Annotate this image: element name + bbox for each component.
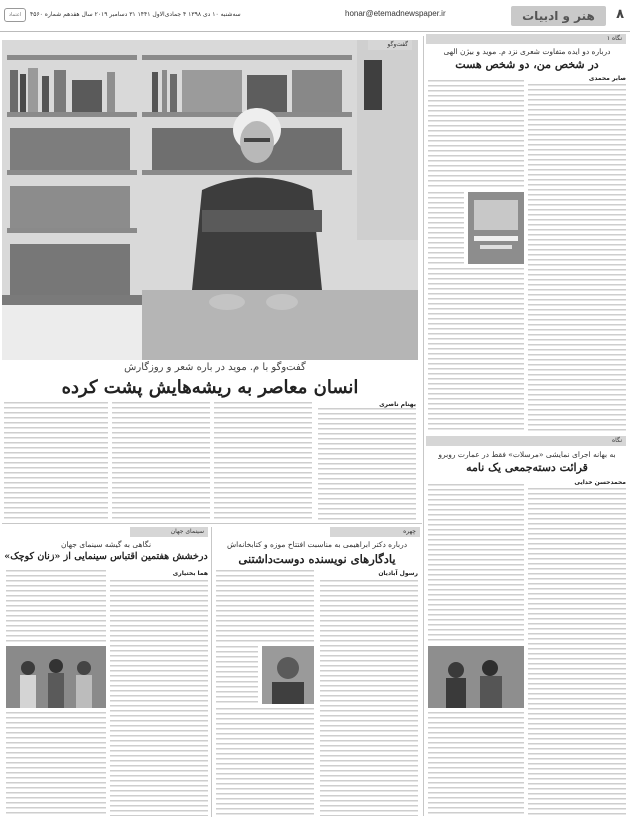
right-column-text-3	[428, 192, 464, 264]
left-article-text-3	[6, 712, 106, 816]
lower-right-headline: قرائت دسته‌جمعی یک نامه	[466, 461, 588, 474]
lower-right-text-3	[428, 712, 524, 816]
photo-tag: گفت‌وگو	[368, 40, 412, 50]
section-band	[511, 6, 606, 26]
right-column-byline: صابر محمدی	[588, 75, 626, 82]
right-column-kicker: درباره دو ایده متفاوت شعری نزد م. موید و بیژن الهی	[443, 47, 611, 56]
middle-article-tag: چهره	[330, 527, 420, 537]
author-portrait-photo	[262, 646, 314, 704]
left-article-headline: درخشش هفتمین اقتباس سینمایی از «زنان کوچک»	[4, 551, 208, 562]
newspaper-logo-icon: اعتماد	[4, 8, 26, 22]
lower-right-text-2	[428, 484, 524, 644]
middle-article-text-1	[320, 580, 418, 816]
right-column-text-2	[428, 80, 524, 190]
middle-article-text-4	[216, 708, 314, 816]
lower-right-tag: نگاه	[426, 436, 626, 446]
middle-article-text-3	[216, 646, 258, 704]
middle-article-text-2	[216, 570, 314, 642]
middle-divider	[211, 527, 212, 817]
section-title: هنر و ادبیات	[522, 9, 595, 23]
left-article-byline: هما بختیاری	[172, 570, 208, 577]
page-header	[0, 0, 630, 32]
page-number: ۸	[616, 7, 624, 22]
right-column-text-4	[428, 268, 524, 432]
main-article-col-3	[112, 402, 210, 520]
left-article-text-1	[110, 580, 208, 816]
right-column-tag: نگاه ۱	[426, 34, 626, 44]
main-article-col-4	[4, 402, 108, 520]
book-cover-photo	[468, 192, 524, 264]
main-headline: انسان معاصر به ریشه‌هایش پشت کرده	[61, 377, 359, 398]
dateline: سه‌شنبه ۱۰ دی ۱۳۹۸ ۴ جمادی‌الاول ۱۴۴۱ ۳۱ دسامبر ۲۰۱۹ سال هفدهم شماره ۴۵۶۰	[30, 11, 241, 18]
film-still-photo	[6, 646, 106, 708]
interview-photo	[2, 40, 418, 360]
section-email[interactable]: honar@etemadnewspaper.ir	[345, 9, 446, 18]
right-column-headline: در شخص من، دو شخص هست	[455, 58, 599, 71]
middle-article-byline: رسول آبادیان	[378, 570, 418, 577]
middle-article-kicker: درباره دکتر ابراهیمی به مناسبت افتتاح موزه و کتابخانه‌اش	[226, 540, 408, 549]
horizontal-divider	[2, 523, 422, 524]
column-divider	[423, 36, 424, 816]
left-article-text-2	[6, 570, 106, 642]
main-article-col-1	[318, 408, 416, 520]
main-byline: بهنام ناصری	[379, 401, 416, 408]
lower-right-byline: محمدحسن خدایی	[574, 479, 626, 486]
lower-right-kicker: به بهانه اجرای نمایشی «مرسلات» فقط در عمارت روبرو	[438, 450, 616, 459]
right-column-text-1	[528, 84, 626, 432]
theater-photo	[428, 646, 524, 708]
main-article-col-2	[214, 402, 312, 520]
left-article-kicker: نگاهی به گیشه سینمای جهان	[60, 540, 152, 549]
main-kicker: گفت‌وگو با م. موید در باره شعر و روزگارش	[124, 362, 306, 373]
lower-right-text-1	[528, 488, 626, 816]
middle-article-headline: یادگارهای نویسنده دوست‌داشتنی	[238, 552, 396, 566]
left-article-tag: سینمای جهان	[130, 527, 208, 537]
